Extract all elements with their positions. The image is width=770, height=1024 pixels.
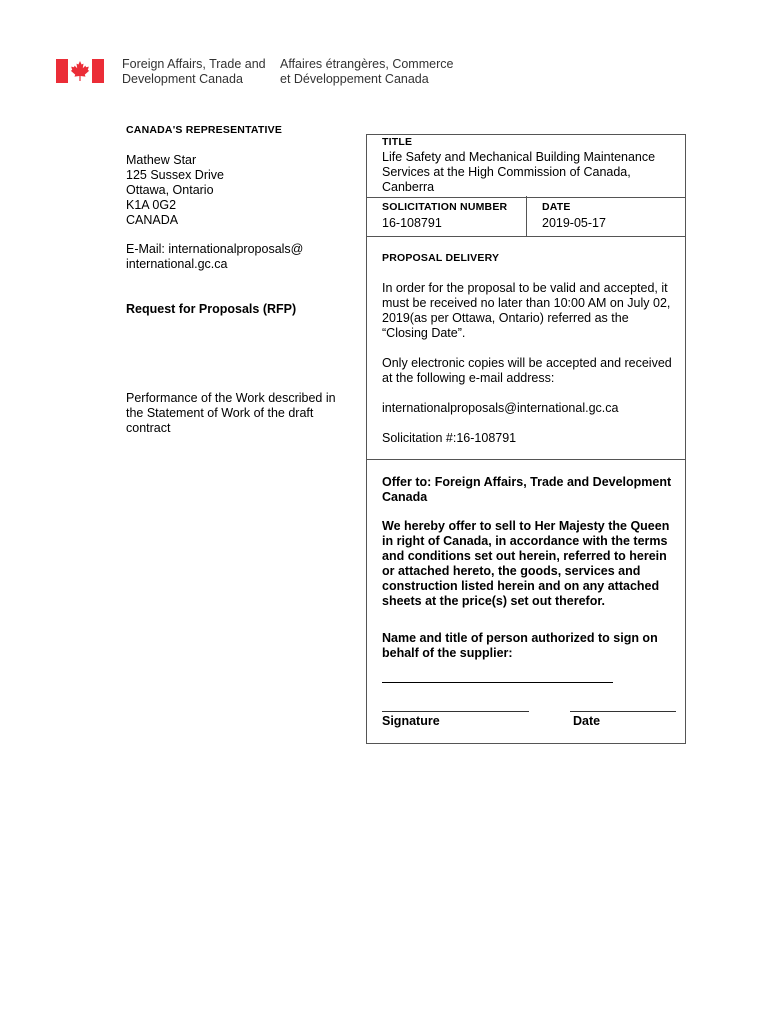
department-name-french	[280, 57, 460, 87]
department-name-english	[122, 57, 272, 87]
delivery-paragraph-1	[382, 281, 682, 341]
title-line: Services at the High Commission of Canada,	[382, 165, 631, 179]
address-line: K1A 0G2	[126, 198, 177, 212]
delivery-line: “Closing Date”.	[382, 326, 466, 340]
dept-fr-line: Affaires étrangères, Commerce	[280, 57, 454, 71]
offer-body-line: construction listed herein and on any attached	[382, 579, 660, 593]
date-value: 2019-05-17	[542, 216, 606, 230]
dept-en-line: Foreign Affairs, Trade and	[122, 57, 266, 71]
email-line: E-Mail: internationalproposals@	[126, 242, 304, 256]
name-title-signature-line[interactable]	[382, 682, 613, 683]
performance-line: contract	[126, 421, 171, 435]
delivery-paragraph-2	[382, 356, 682, 386]
offer-body-line: in right of Canada, in accordance with the terms	[382, 534, 668, 548]
address-line: CANADA	[126, 213, 179, 227]
representative-heading: CANADA'S REPRESENTATIVE	[126, 124, 283, 136]
rfp-heading: Request for Proposals (RFP)	[126, 302, 297, 316]
title-text	[382, 150, 682, 195]
solicitation-reference: Solicitation #:16-108791	[382, 431, 517, 445]
performance-text	[126, 391, 361, 436]
offer-body-line: and conditions set out herein, referred to herein	[382, 549, 667, 563]
representative-email	[126, 242, 356, 272]
row-divider	[526, 196, 527, 237]
delivery-email: internationalproposals@international.gc.ca	[382, 401, 619, 415]
email-line: international.gc.ca	[126, 257, 228, 271]
delivery-line: must be received no later than 10:00 AM on July 02,	[382, 296, 671, 310]
offer-body-line: We hereby offer to sell to Her Majesty the Queen	[382, 519, 670, 533]
delivery-line: at the following e-mail address:	[382, 371, 555, 385]
solicitation-label: SOLICITATION NUMBER	[382, 201, 508, 213]
offer-to	[382, 475, 682, 505]
signature-label: Signature	[382, 714, 440, 728]
title-line: Life Safety and Mechanical Building Maintenance	[382, 150, 656, 164]
date-signature-label: Date	[573, 714, 601, 728]
offer-to-line: Offer to: Foreign Affairs, Trade and Development	[382, 475, 672, 489]
proposal-delivery-box	[366, 236, 686, 460]
name-title-line: Name and title of person authorized to sign on	[382, 631, 658, 645]
representative-name: Mathew Star	[126, 153, 197, 167]
solicitation-number: 16-108791	[382, 216, 442, 230]
performance-line: the Statement of Work of the draft	[126, 406, 314, 420]
name-title-instruction	[382, 631, 682, 661]
canada-flag-logo	[56, 59, 104, 83]
offer-body-line: or attached hereto, the goods, services and	[382, 564, 641, 578]
delivery-line: Only electronic copies will be accepted and received	[382, 356, 672, 370]
title-line: Canberra	[382, 180, 435, 194]
date-label: DATE	[542, 201, 571, 213]
address-line: 125 Sussex Drive	[126, 168, 224, 182]
title-label: TITLE	[382, 136, 413, 148]
offer-to-line: Canada	[382, 490, 428, 504]
dept-en-line: Development Canada	[122, 72, 243, 86]
representative-block	[126, 153, 356, 228]
address-line: Ottawa, Ontario	[126, 183, 214, 197]
signature-line[interactable]	[382, 711, 529, 712]
offer-body-line: sheets at the price(s) set out therefor.	[382, 594, 605, 608]
offer-body	[382, 519, 682, 609]
dept-fr-line: et Développement Canada	[280, 72, 429, 86]
performance-line: Performance of the Work described in	[126, 391, 336, 405]
delivery-line: In order for the proposal to be valid and accepted, it	[382, 281, 668, 295]
delivery-line: 2019(as per Ottawa, Ontario) referred as the	[382, 311, 629, 325]
proposal-delivery-label: PROPOSAL DELIVERY	[382, 252, 500, 264]
name-title-line: behalf of the supplier:	[382, 646, 513, 660]
date-line[interactable]	[570, 711, 676, 712]
